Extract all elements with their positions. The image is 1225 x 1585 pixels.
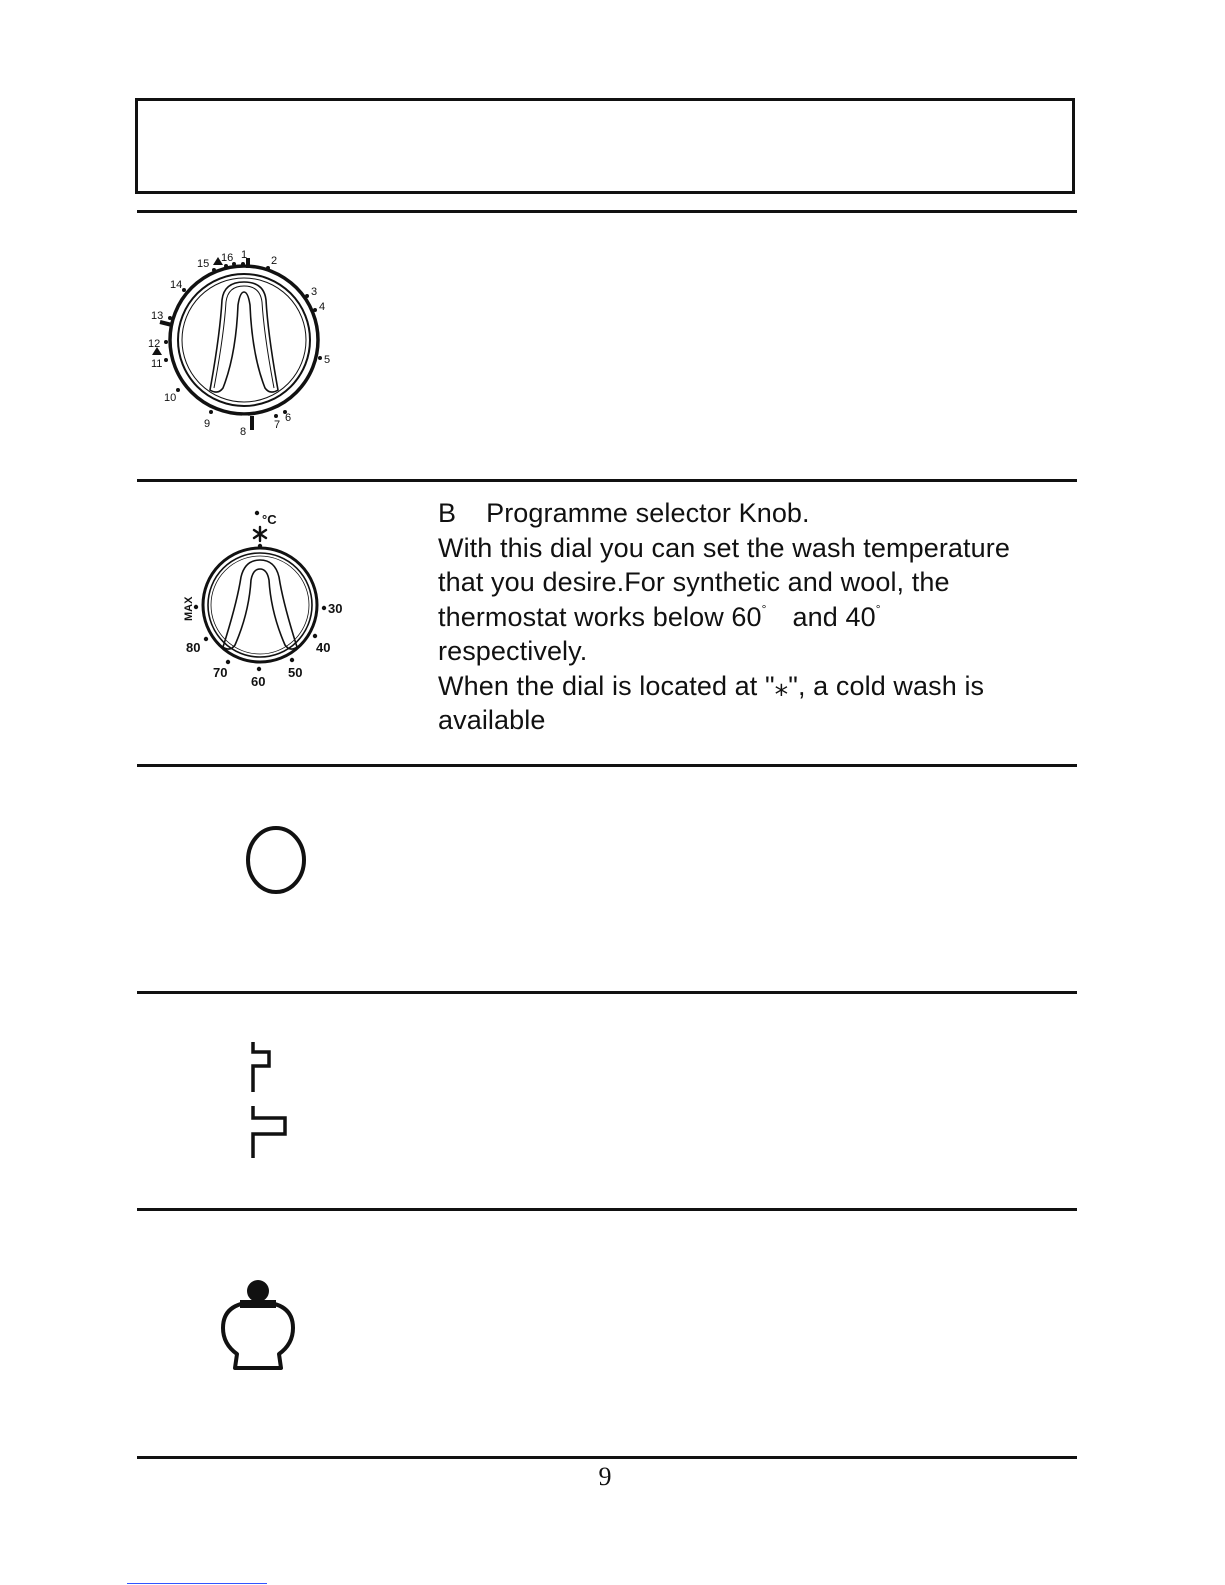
temperature-unit-label: °C (262, 512, 277, 527)
degree-symbol-2: ° (875, 601, 881, 616)
programme-label-5: 5 (324, 354, 331, 366)
section-b-line-2: that you desire.For synthetic and wool, the (438, 567, 950, 597)
section-b-title: Programme selector Knob. (486, 498, 810, 528)
temperature-label-80: 80 (186, 640, 201, 655)
programme-label-1: 1 (241, 249, 248, 261)
push-switch-icon (245, 1040, 295, 1162)
programme-label-10: 10 (164, 392, 177, 404)
temperature-label-30: 30 (328, 601, 343, 616)
power-button-icon (240, 824, 312, 896)
temperature-label-70: 70 (213, 665, 228, 680)
section-b-line-3-b: and 40 (792, 601, 876, 632)
programme-label-7: 7 (274, 419, 281, 431)
programme-label-2: 2 (271, 255, 278, 267)
programme-label-12: 12 (148, 338, 161, 350)
programme-label-14: 14 (170, 279, 183, 291)
divider-2 (137, 764, 1077, 767)
divider-3 (137, 991, 1077, 994)
degree-symbol-1: ° (761, 601, 767, 616)
footer-link-underline (127, 1583, 267, 1584)
divider-top (137, 210, 1077, 213)
programme-label-4: 4 (319, 301, 326, 313)
programme-label-3: 3 (311, 286, 318, 298)
programme-label-8: 8 (240, 426, 247, 438)
programme-label-13: 13 (151, 310, 164, 322)
divider-1 (137, 479, 1077, 482)
section-b-line-4: respectively. (438, 636, 588, 666)
section-b-letter: B (438, 498, 457, 528)
programme-dial-icon (140, 240, 340, 445)
divider-bottom (137, 1456, 1077, 1459)
section-b-line-3 (438, 600, 1098, 635)
programme-label-6: 6 (285, 412, 292, 424)
header-frame (135, 98, 1075, 194)
section-b-heading (438, 496, 1098, 531)
temperature-dial-icon (175, 505, 365, 690)
temperature-label-50: 50 (288, 665, 303, 680)
section-b-line-5: When the dial is located at "⁎", a cold wash is (438, 670, 985, 701)
programme-label-11: 11 (151, 358, 163, 370)
temperature-label-max: MAX (183, 596, 195, 621)
programme-label-16: 16 (221, 252, 234, 264)
temperature-label-60: 60 (251, 674, 266, 689)
section-b-description (438, 496, 1098, 738)
temperature-label-40: 40 (316, 640, 331, 655)
programme-label-9: 9 (204, 418, 211, 430)
section-b-line-1: With this dial you can set the wash temperature (438, 532, 1010, 563)
divider-4 (137, 1208, 1077, 1211)
door-indicator-icon (215, 1278, 305, 1374)
page-number: 9 (598, 1462, 612, 1491)
section-b-line-3-a: thermostat works below 60 (438, 601, 762, 632)
section-b-line-6: available (438, 705, 546, 735)
programme-label-15: 15 (197, 258, 210, 270)
